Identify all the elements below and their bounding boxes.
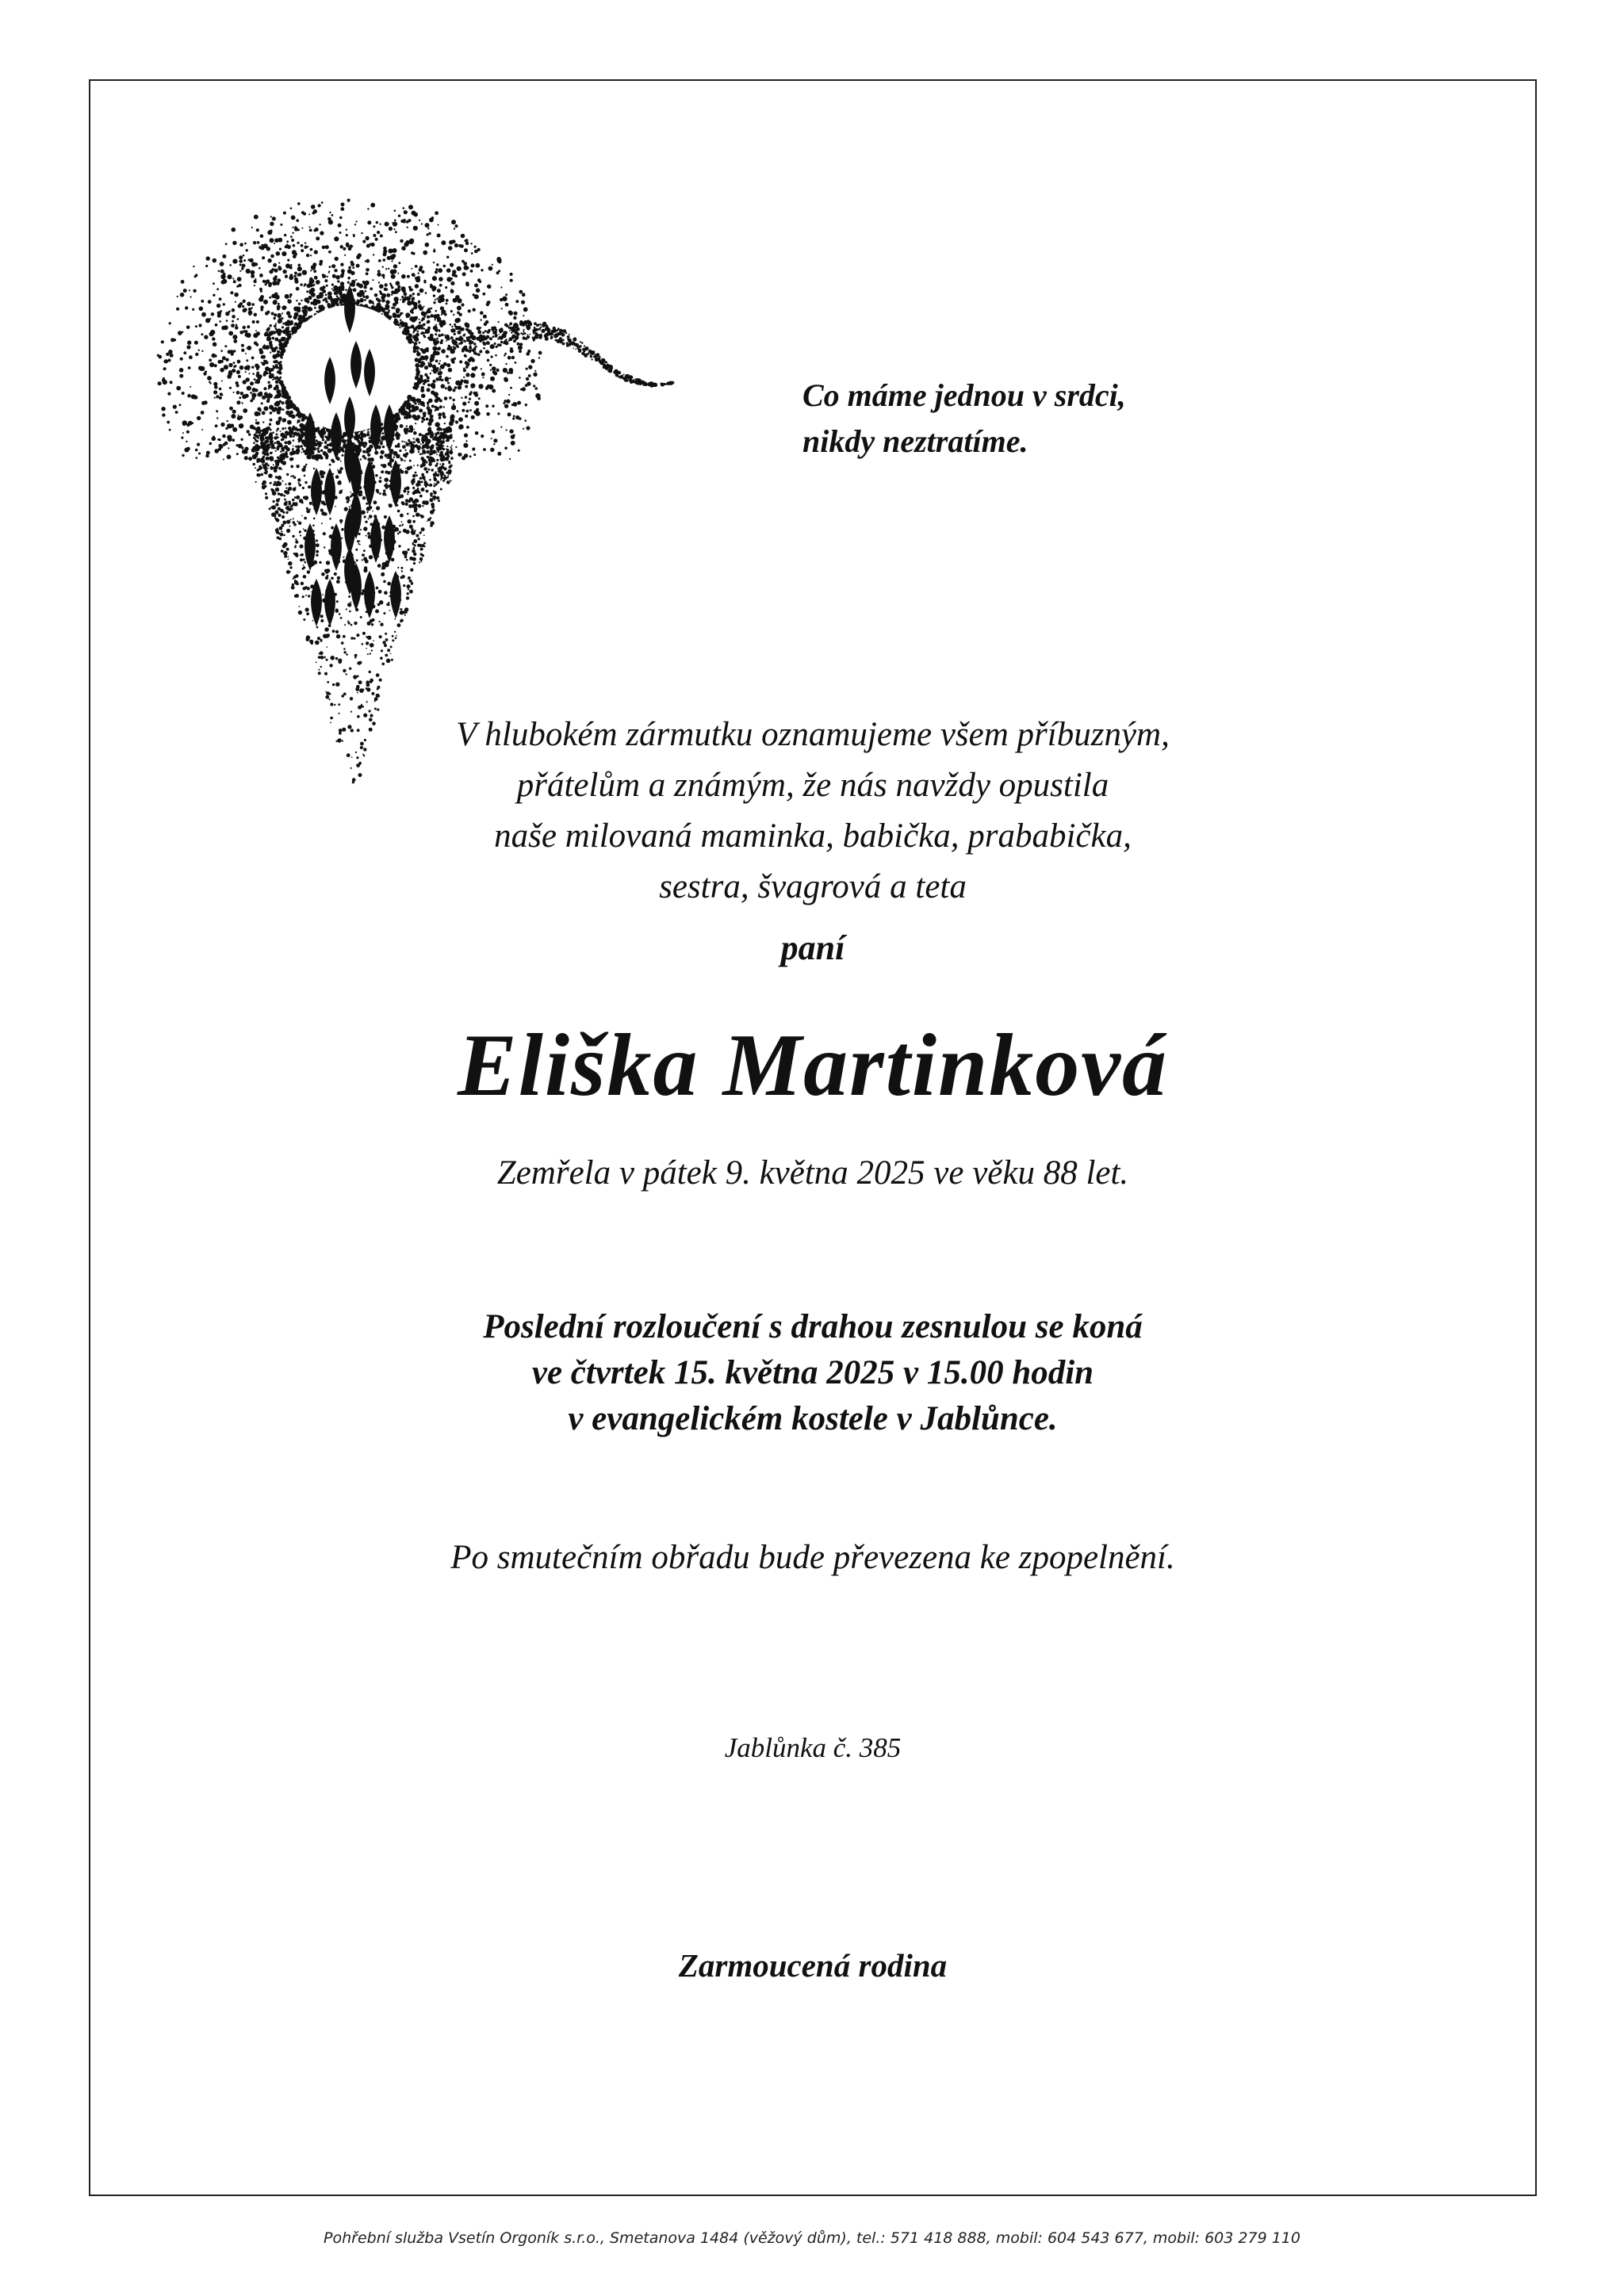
motto-line: nikdy neztratíme. [802, 423, 1028, 459]
announcement-line: V hlubokém zármutku oznamujeme všem příbuzným, [456, 716, 1170, 753]
family-address: Jablůnka č. 385 [724, 1732, 902, 1763]
death-note: Zemřela v pátek 9. května 2025 ve věku 88 let. [496, 1154, 1129, 1192]
deceased-name: Eliška Martinková [458, 1016, 1168, 1115]
funeral-line: Poslední rozloučení s drahou zesnulou se koná [483, 1308, 1143, 1345]
funeral-details [89, 1304, 1537, 1442]
announcement-line: přátelům a známým, že nás navždy opustila [516, 767, 1109, 804]
funeral-service-footer: Pohřební služba Vsetín Orgoník s.r.o., Smetanova 1484 (věžový dům), tel.: 571 418 888, mobil: 604 543 677, mobil: 603 279 110 [324, 2229, 1300, 2247]
motto [802, 373, 1126, 465]
announcement-line: naše milovaná maminka, babička, prababička, [494, 817, 1132, 855]
motto-line: Co máme jednou v srdci, [802, 377, 1126, 413]
salutation: paní [780, 928, 845, 967]
signature: Zarmoucená rodina [678, 1947, 948, 1984]
after-ceremony-note: Po smutečním obřadu bude převezena ke zpopelnění. [450, 1539, 1175, 1576]
funeral-line: ve čtvrtek 15. května 2025 v 15.00 hodin [531, 1354, 1094, 1391]
funeral-line: v evangelickém kostele v Jablůnce. [568, 1400, 1058, 1437]
announcement-line: sestra, švagrová a teta [659, 868, 967, 905]
announcement-text [89, 710, 1537, 913]
